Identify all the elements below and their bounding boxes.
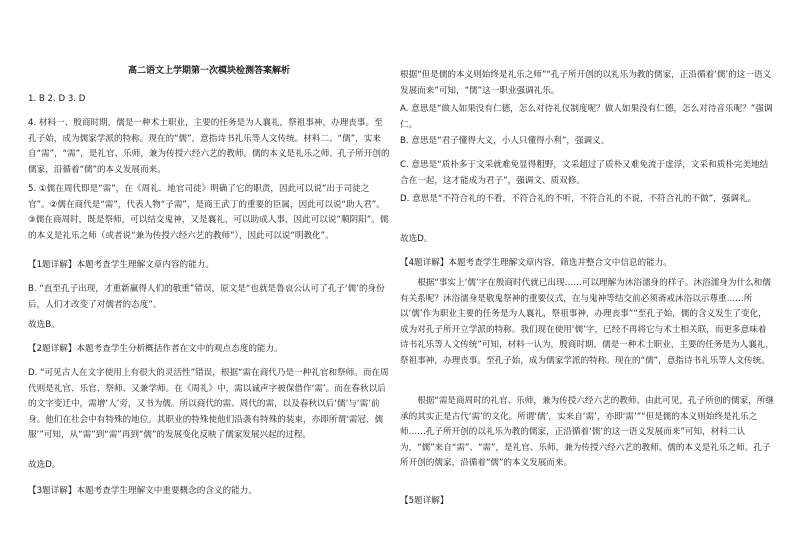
explain-3-option-c: C. 意思是“质朴多于文采就难免显得粗野，文采超过了质朴又难免流于虚浮，文采和质朴完美地结合在一起，这才能成为君子”，强调文、质双修。 (400, 160, 769, 186)
explain-3-body: 根据“但是儒的本义则始终是礼乐之师”“孔子所开创的以礼乐为教的儒家，正沿循着‘儒’的这一语义发展而来”可知，“儒”这一职业强调礼乐。 (400, 70, 772, 96)
document-title: 高二语文上学期第一次模块检测答案解析 (127, 66, 290, 76)
explain-4-material-2: 根据“需是商周时的礼官、乐师，兼为传授六经六艺的教师。由此可见，孔子所创的儒家，所继承的其实正是古代‘需’的文化。所谓‘儒’，实来自‘需’，亦即‘需’”“但是儒的本义则始终是礼乐之师……孔子所开创的以礼乐为教的儒家，正沿循着‘儒’的这一语义发展而来”可知，材料二认为，“儒”来自“需”、“需”，是礼官、乐师，兼为传授六经六艺的教师。儒的本义是礼乐之师。孔子所开创的儒家，沿循着“儒”的本义发展而来。 (400, 396, 774, 469)
explain-3-heading: 【3题详解】本题考查学生理解文中重要概念的含义的能力。 (28, 486, 257, 496)
explain-4-heading: 【4题详解】本题考查学生理解文章内容，筛选并整合文中信息的能力。 (400, 258, 672, 268)
answer-4: 4. 材料一、殷商时期，儒是一种术士职业，主要的任务是为人襄礼，祭祖事神，办理丧事。至孔子始，成为儒家学派的特称。现在的“儒”，意指诗书礼乐等人文传统。材料二、“儒”，实来自“需”，“需”，是礼官、乐师，兼为传授六经六艺的教师。儒的本义是礼乐之师。孔子所开创的儒家，沿循着“儒”的本义发展而来。 (28, 118, 390, 175)
explain-1-choice: 故选B。 (28, 320, 60, 330)
answers-1-3: 1. B 2. D 3. D (28, 94, 86, 104)
explain-3-option-b: B. 意思是“君子懂得大义，小人只懂得小利”，强调义。 (400, 136, 610, 146)
explain-1-option-b: B. “直至孔子出现，才重新赢得人们的敬重”错误，原文是“也就是鲁哀公认可了孔子‘儒’的身份后，人们才改变了对儒者的态度”。 (28, 284, 385, 310)
explain-5-heading: 【5题详解】 (400, 496, 449, 506)
answer-5: 5. ①儒在周代即是“需”，在《周礼．地官司徒》明确了它的职责，因此可以说“出于司徒之官”。②儒在商代是“需”，代表人物“子需”，是商王武丁的重要的臣属，因此可以说“助人君”。③儒在商周时，既是祭师，可以结交鬼神，又是襄礼，可以助成人事，因此可以说“顺阴阳”。儒的本义是礼乐之师（或者说“兼为传授六经六艺的教师”），因此可以说“明教化”。 (28, 184, 389, 241)
explain-2-heading: 【2题详解】本题考查学生分析概括作者在文中的观点态度的能力。 (28, 344, 283, 354)
explain-2-option-d: D. “可见古人在文字使用上有很大的灵活性”错误，根据“需在商代乃是一种礼官和祭师。而在周代则是礼官、乐官、祭师、又兼学师。在《周礼》中，需以诚声字被保借作‘需’。而在春秋以后的文字变迁中，需增‘人’旁，又书为儒。所以商代的需、周代的需，以及春秋以后‘儒’与‘需’前身。他们在社会中有特殊的地位。其职业的特殊使他们沿袭有特殊的装束，亦即所谓‘需冠、儒服’”可知，从“需”到“需”再到“儒”的发展变化反映了儒家发展兴起的过程。 (28, 368, 389, 441)
explain-3-choice: 故选D。 (400, 234, 433, 244)
explain-3-option-d: D. 意思是“不符合礼的不看，不符合礼的不听，不符合礼的不说，不符合礼的不做”，强调礼。 (400, 194, 757, 204)
explain-3-option-a: A. 意思是“做人如果没有仁德，怎么对待礼仪制度呢？做人如果没有仁德，怎么对待音乐呢？”强调仁。 (400, 104, 773, 130)
explain-1-heading: 【1题详解】本题考查学生理解文章内容的能力。 (28, 260, 214, 270)
explain-2-choice: 故选D。 (28, 460, 61, 470)
explain-4-material-1: 根据“事实上‘儒’字在殷商时代就已出现……可以理解为沐浴濡身的样子。沐浴濡身为什么和儒有关系呢？沐浴濡身是敬鬼祭神的重要仪式，在与鬼神等结交前必须斋戒沐浴以示尊重……所以‘儒’作为职业主要的任务是为人襄礼，祭祖事神，办理丧事”“至孔子始，儒的含义发生了变化，成为对孔子所开立学派的特称。我们现在使用‘儒’字，已经不再将它与术士相关联，而更多意味着诗书礼乐等人文传统”可知，材料一认为，殷商时期，儒是一种术士职业，主要的任务是为人襄礼，祭祖事神，办理丧事。至孔子始，成为儒家学派的特称。现在的“儒”，意指诗书礼乐等人文传统。 (400, 278, 774, 366)
